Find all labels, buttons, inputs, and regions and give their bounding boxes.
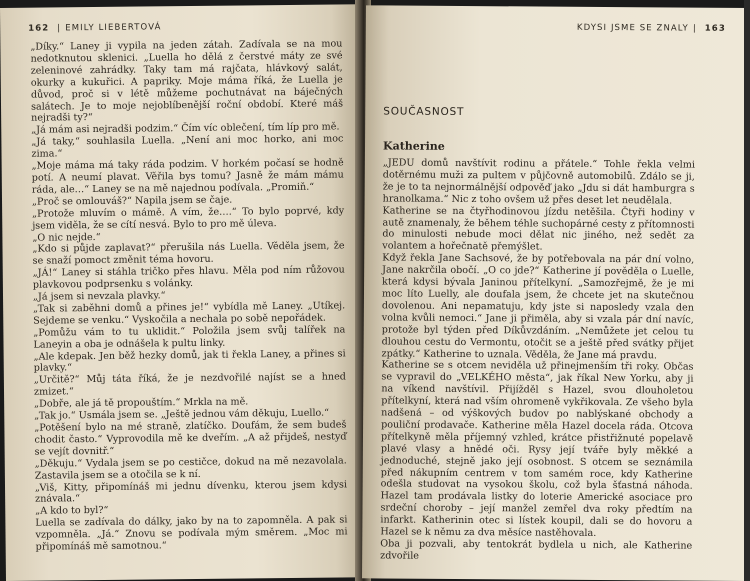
paragraph: „Proč se omlouváš?“ Napila jsem se čaje. (31, 194, 233, 208)
left-running-head-author: EMILY LIEBERTOVÁ (65, 22, 162, 34)
paragraph: „Ale kdepak. Jen běž hezky domů, jak ti řekla Laney, a přines si plavky.“ (33, 347, 346, 375)
paragraph: „Protože mluvím o mámě. A vím, že….“ To bylo poprvé, kdy jsem viděla, že se cítí nesvá. Bylo to pro mě úleva. (32, 205, 345, 232)
paragraph: „Viš, Kitty, připomínáš mi jednu dívenku, kterou jsem kdysi znávala.“ (34, 478, 348, 506)
paragraph: Katherine se na čtyřhodinovou jízdu netěšila. Čtyři hodiny v autě znamenaly, že během téhle suchopárné cesty z přítomnosti do minulosti nebude moci dělat nic jiného, než sedět za volantem a hořečnatě přemýšlet. (382, 205, 695, 253)
paragraph: „Potěšení bylo na mé straně, zlatíčko. Doufám, že sem budeš chodit často.“ Vyprovodila mě ke dveřím. „A až přijdeš, nestyď se vejít dovnitř.“ (34, 419, 347, 458)
paragraph: „Určitě?“ Můj táta říká, že je nezdvořilé najíst se a hned zmizet.“ (33, 371, 346, 398)
paragraph: „Tak si zaběhni domů a přines je!“ vybídla mě Laney. „Utíkej. Sejdeme se venku.“ Vyskočila a nechala po sobě nepořádek. (33, 300, 346, 327)
paragraph: „JÁ!“ Laney si stáhla tričko přes hlavu. Měla pod ním růžovou plavkovou podprsenku s volánky. (32, 264, 345, 291)
paragraph: Oba ji pozvali, aby tentokrát bydlela u nich, ale Katherine zdvořile (380, 538, 693, 562)
left-text-block (30, 38, 347, 553)
left-running-head: 162 | EMILY LIEBERTOVÁ (28, 22, 162, 34)
left-page-number: 162 (28, 23, 50, 34)
paragraph: „Děkuju.“ Vydala jsem se po cestičce, dokud na mě nezavolala. Zastavila jsem se a otočila se k ní. (34, 455, 347, 482)
paragraph: „Moje máma má taky ráda podzim. V horkém počasí se hodně potí. A neumí plavat. Věřila bys tomu? Jasně že mám mámu ráda, ale…“ Laney se na mě najednou podívala. „Promiň.“ (31, 157, 344, 196)
paragraph: Luella se zadívala do dálky, jako by na to zapomněla. A pak si vzpomněla. „Já.“ Znovu se podívala mým směrem. „Moc mi připomínáš mě samotnou.“ (35, 514, 348, 553)
book-edge-shadow (744, 0, 750, 581)
paragraph: „Já jsem si nevzala plavky.“ (32, 290, 166, 303)
paragraph: Když řekla Jane Sachsové, že by potřebovala na pár dní volno, Jane nakrčila obočí. „O co jde?“ Katherine jí pověděla o Luelle, která kdysi bývala Janinou přítelkyní. „Samozřejmě, že je mi moc líto Luelly, ale doufala jsem, že chcete jet na skutečnou dovolenou. Ani nepamatuju, kdy jste si naposledy vzala den volna kvůli nemoci.“ Jane ji přiměla, aby si vzala pár dní navíc, protože byl týden před Díkůvzdáním. „Nemůžete jet celou tu dlouhou cestu do Vermontu, otočit se a ještě před svátky přijet zpátky.“ Katherine to uznala. Věděla, že Jane má pravdu. (381, 252, 695, 361)
paragraph: „Pomůžu vám to tu uklidit.“ Položila jsem svůj talířek na Laneyin a oba je odnášela k pultu linky. (33, 324, 346, 351)
right-text-block (380, 157, 695, 564)
paragraph: „JEDU domů navštívit rodinu a přátele.“ Tohle řekla velmi dotěrnému muži za pultem v půjčovně automobilů. Zdálo se ji, že je to ta nejnormálnější odpověď jako „Jdu si dát hamburgra s hranolkama.“ Nic z toho ovšem už přes deset let neudělala. (382, 157, 695, 207)
paragraph: „O nic nejde.“ (32, 231, 101, 244)
section-title: SOUČASNOST (383, 105, 465, 119)
paragraph: „Tak jo.“ Usmála jsem se. „Ještě jednou vám děkuju, Luello.“ (34, 407, 330, 422)
paragraph: „Dobře, ale já tě propouštím.“ Mrkla na mě. (34, 396, 249, 410)
paragraph: Katherine se s otcem neviděla už přinejmenším tři roky. Občas se vypravil do „VELKÉHO města“, jak říkal New Yorku, aby ji na víkend navštívil. Přijížděl s Hazel, svou dlouholetou přítelkyní, která nad vším ohromeně vykřikovala. Ze všeho byla nadšená – od výškových budov po nablýskané obchody a pouliční prodavače. Katherine měla Hazel docela ráda. Otcova přítelkyně měla příjemný vzhled, krátce přistřižnuté popelavě plavé vlasy a hnědé oči. Rysy její tváře byly měkké a jednoduché, stejně jako její osobnost. S otcem se seznámila před nákupním centrem v tom samém roce, kdy Katherine odešla studovat na vysokou školu, což byla šťastná náhoda. Hazel tam prodávala listky do loterie Americké asociace pro srdeční choroby – její manžel zemřel dva roky předtím na infarkt. Katherinin otec si lístek koupil, dali se do hovoru a Hazel se k němu za dva měsíce nastěhovala. (380, 359, 694, 540)
right-page (362, 5, 750, 581)
right-running-head: KDYSI JSME SE ZNALY | 163 (576, 22, 726, 34)
right-running-head-title: KDYSI JSME SE ZNALY (576, 22, 689, 34)
paragraph: „Kdo si půjde zaplavat?“ přerušila nás Luella. Věděla jsem, že se snaží pomoct změnit téma hovoru. (32, 240, 345, 267)
paragraph: „Díky.“ Laney ji vypila na jeden zátah. Zadívala se na mou nedotknutou sklenici. „Luella ho dělá z čerstvé máty ze své zeleninové zahrádky. Taky tam má rajčata, hlávkový salát, okurky a kukuřici. A papriky. Moje máma říká, že Luella je důvod, proč si v létě můžeme pochutnávat na báječných salátech. Je to moje nejoblíbenější roční období. Které máš nejradši ty?“ (30, 38, 344, 125)
right-page-number: 163 (704, 23, 726, 34)
paragraph: „Já taky,“ souhlasila Luella. „Není ani moc horko, ani moc zima.“ (31, 133, 344, 160)
paragraph: „Já mám asi nejradši podzim.“ Čím víc oblečení, tím líp pro mě. (31, 121, 340, 137)
left-page (0, 4, 366, 581)
paragraph: „A kdo to byl?“ (35, 505, 109, 518)
chapter-title: Katherine (382, 139, 445, 153)
